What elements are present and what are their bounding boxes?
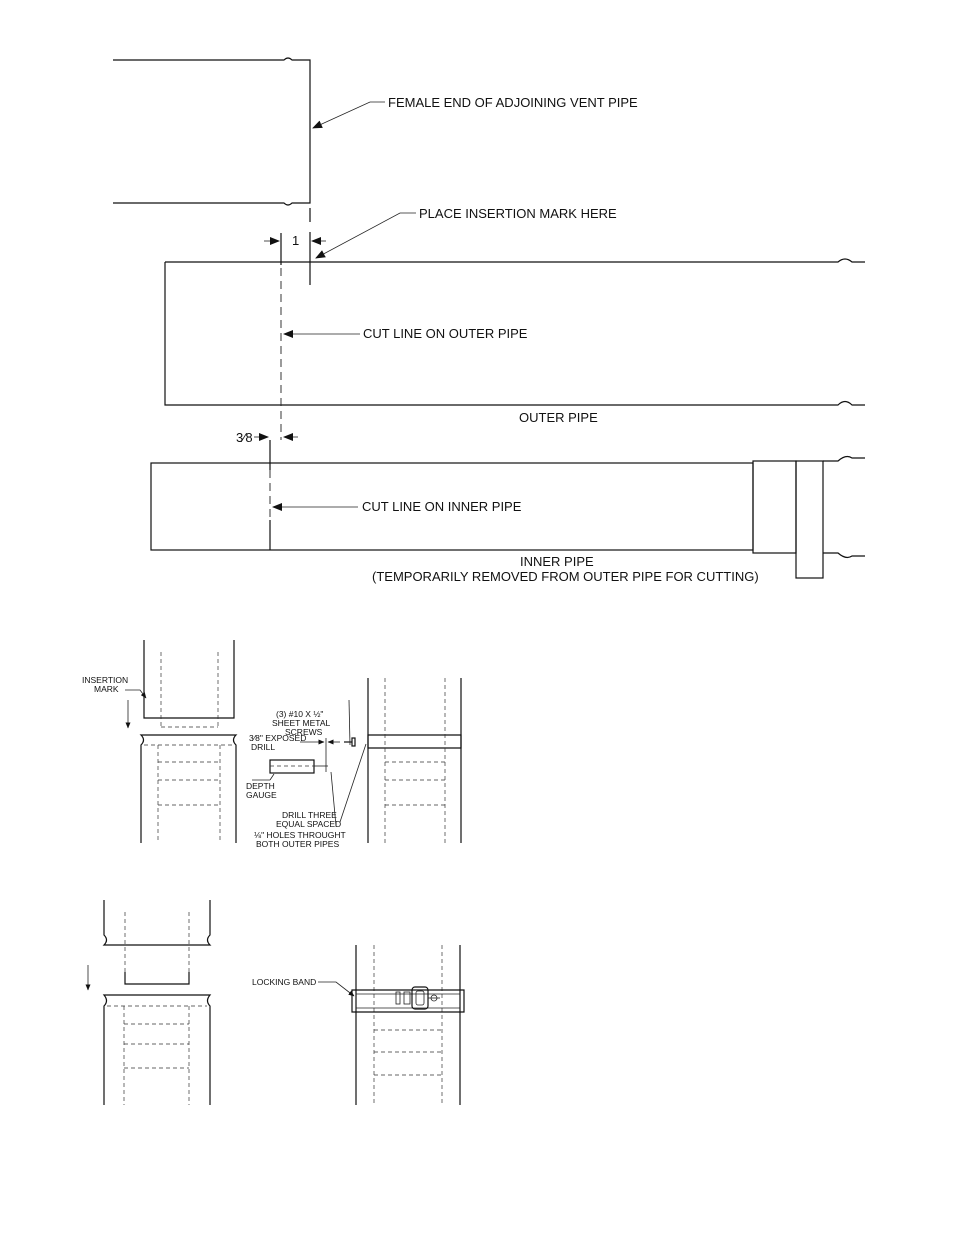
drill-note-line4: BOTH OUTER PIPES bbox=[256, 839, 340, 849]
screws-line3: SCREWS bbox=[285, 727, 323, 737]
dimension-3-8-label: 3⁄8 bbox=[236, 430, 253, 445]
depth-gauge-line2: GAUGE bbox=[246, 790, 277, 800]
bottom-left-lower-pipe bbox=[104, 995, 210, 1105]
insertion-mark-small-line1: INSERTION bbox=[82, 675, 129, 685]
female-end-leader bbox=[313, 102, 385, 128]
drill-note-line2: EQUAL SPACED bbox=[276, 819, 342, 829]
middle-right-joined-pipe bbox=[368, 678, 461, 843]
locking-band bbox=[352, 987, 464, 1012]
insertion-mark-small-line2: MARK bbox=[94, 684, 119, 694]
female-end-pipe bbox=[113, 58, 310, 222]
insertion-mark-small-leader bbox=[125, 690, 146, 698]
middle-left-upper-pipe bbox=[144, 640, 234, 727]
exposed-drill-line1: 3⁄8" EXPOSED bbox=[249, 733, 307, 743]
depth-gauge-line1: DEPTH bbox=[246, 781, 275, 791]
screws-line2: SHEET METAL bbox=[272, 718, 331, 728]
middle-left-lower-pipe bbox=[141, 735, 236, 843]
drill-note-leaders bbox=[331, 700, 366, 826]
drill-note-line1: DRILL THREE bbox=[282, 810, 337, 820]
inner-cut-label: CUT LINE ON INNER PIPE bbox=[362, 499, 522, 514]
locking-band-label: LOCKING BAND bbox=[252, 977, 317, 987]
female-end-label: FEMALE END OF ADJOINING VENT PIPE bbox=[388, 95, 638, 110]
inner-pipe-note: (TEMPORARILY REMOVED FROM OUTER PIPE FOR CUTTING) bbox=[372, 569, 759, 584]
insertion-mark-leader bbox=[316, 213, 416, 258]
screws-line1: (3) #10 X ½" bbox=[276, 709, 324, 719]
inner-pipe-label: INNER PIPE bbox=[520, 554, 594, 569]
outer-cut-label: CUT LINE ON OUTER PIPE bbox=[363, 326, 528, 341]
locking-band-leader bbox=[318, 982, 354, 996]
exposed-drill-line2: DRILL bbox=[251, 742, 276, 752]
dimension-1-label: 1 bbox=[292, 233, 300, 248]
bottom-right-joined-pipe bbox=[356, 945, 460, 1105]
insertion-mark-label: PLACE INSERTION MARK HERE bbox=[419, 206, 617, 221]
bottom-left-upper-pipe bbox=[104, 900, 210, 984]
outer-pipe-label: OUTER PIPE bbox=[519, 410, 598, 425]
drill-note-line3: ⅛" HOLES THROUGHT bbox=[254, 830, 346, 840]
